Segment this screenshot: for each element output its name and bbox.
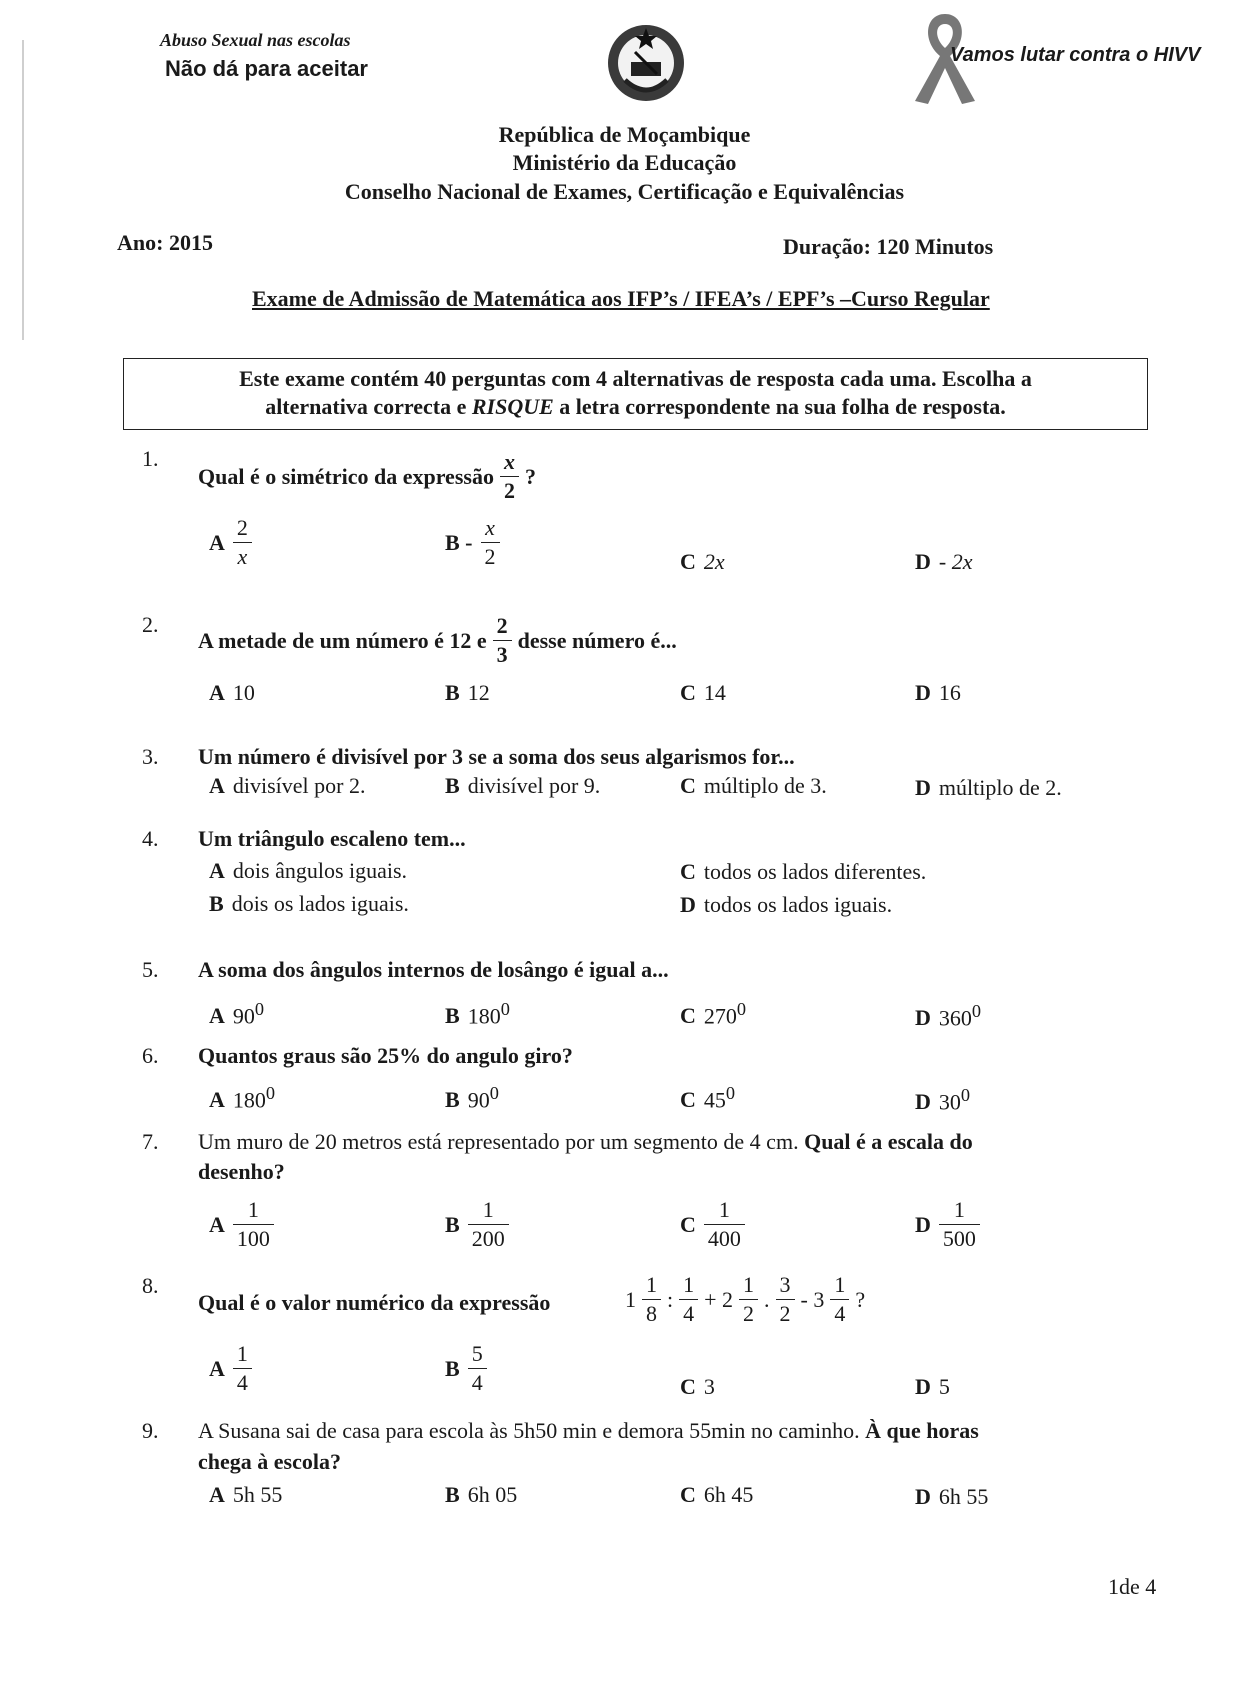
q8-option-b[interactable]: B $\frac{5}{4}$ <box>445 1342 487 1395</box>
q1-fraction: $\frac{x}{2}$ <box>500 450 519 503</box>
q5-question: A soma dos ângulos internos de losângo é igual a... <box>198 957 669 982</box>
q4-option-d[interactable]: D todos os lados iguais. <box>680 892 893 917</box>
q8-number: 8. <box>142 1273 159 1298</box>
exam-year: Ano: 2015 <box>117 230 213 255</box>
q4-option-c[interactable]: C todos os lados diferentes. <box>680 859 927 884</box>
instructions-line-2: alternativa correcta e RISQUE a letra correspondente na sua folha de resposta. <box>265 394 1006 419</box>
q8-option-c[interactable]: C 3 <box>680 1374 715 1399</box>
q7-option-b[interactable]: B $\frac{1}{200}$ <box>445 1198 509 1251</box>
q1-option-a[interactable]: A $\frac{2}{x}$ <box>209 516 252 569</box>
mozambique-emblem-icon <box>605 22 687 104</box>
q1-question: Qual é o simétrico da expressão $\frac{x}{2}$ ? <box>198 449 536 503</box>
q9-option-a[interactable]: A 5h 55 <box>209 1482 283 1507</box>
q8-option-d[interactable]: D 5 <box>915 1374 950 1399</box>
q2-option-d[interactable]: D 16 <box>915 680 961 705</box>
instructions-line-1: Este exame contém 40 perguntas com 4 alternativas de resposta cada uma. Escolha a <box>239 366 1032 391</box>
q9-number: 9. <box>142 1418 159 1443</box>
q4-option-b[interactable]: B dois os lados iguais. <box>209 891 409 916</box>
q6-option-b[interactable]: B $90^0$ <box>445 1083 499 1113</box>
q3-option-b[interactable]: B divisível por 9. <box>445 773 601 798</box>
q9-question-line-1: A Susana sai de casa para escola às 5h50 min e demora 55min no caminho. À que horas <box>198 1418 979 1443</box>
q8-question: Qual é o valor numérico da expressão <box>198 1290 551 1315</box>
ministry-heading: Ministério da Educação <box>512 150 737 175</box>
q7-option-a[interactable]: A $\frac{1}{100}$ <box>209 1198 274 1251</box>
q2-option-c[interactable]: C 14 <box>680 680 726 705</box>
hiv-slogan: Vamos lutar contra o HIVV <box>950 44 1201 66</box>
q7-option-d[interactable]: D $\frac{1}{500}$ <box>915 1198 980 1251</box>
slogan-line-1: Abuso Sexual nas escolas <box>160 30 351 50</box>
exam-title: Exame de Admissão de Matemática aos IFP’s / IFEA’s / EPF’s –Curso Regular <box>252 286 990 311</box>
slogan-line-2: Não dá para aceitar <box>165 56 368 81</box>
q2-option-b[interactable]: B 12 <box>445 680 490 705</box>
q3-option-c[interactable]: C múltiplo de 3. <box>680 773 827 798</box>
q7-question-line-1: Um muro de 20 metros está representado por um segmento de 4 cm. Qual é a escala do <box>198 1129 973 1154</box>
q1-option-b[interactable]: B - $\frac{x}{2}$ <box>445 516 500 569</box>
q3-option-a[interactable]: A divisível por 2. <box>209 773 366 798</box>
q9-option-c[interactable]: C 6h 45 <box>680 1482 754 1507</box>
q3-question: Um número é divisível por 3 se a soma dos seus algarismos for... <box>198 744 795 769</box>
q1-option-c[interactable]: C 2x <box>680 549 725 574</box>
q6-number: 6. <box>142 1043 159 1068</box>
q5-option-d[interactable]: D $360^0$ <box>915 1001 982 1031</box>
q4-question: Um triângulo escaleno tem... <box>198 826 466 851</box>
q6-option-a[interactable]: A $180^0$ <box>209 1083 276 1113</box>
q3-option-d[interactable]: D múltiplo de 2. <box>915 775 1062 800</box>
q2-option-a[interactable]: A 10 <box>209 680 255 705</box>
q7-question-line-2: desenho? <box>198 1159 285 1184</box>
exam-duration: Duração: 120 Minutos <box>783 234 994 259</box>
q6-option-c[interactable]: C $45^0$ <box>680 1083 736 1113</box>
q2-number: 2. <box>142 612 159 637</box>
q5-option-c[interactable]: C $270^0$ <box>680 999 747 1029</box>
q3-number: 3. <box>142 744 159 769</box>
q9-option-d[interactable]: D 6h 55 <box>915 1484 989 1509</box>
q8-expression: 1 $\frac{1}{8}$ : $\frac{1}{4}$ + 2 $\frac{1}{2}$ . $\frac{3}{2}$ - 3 $\frac{1}{4}$ ? <box>625 1272 866 1326</box>
q4-option-a[interactable]: A dois ângulos iguais. <box>209 858 408 883</box>
q5-option-b[interactable]: B $180^0$ <box>445 999 510 1029</box>
q9-option-b[interactable]: B 6h 05 <box>445 1482 518 1507</box>
country-heading: República de Moçambique <box>498 122 751 147</box>
q9-question-line-2: chega à escola? <box>198 1449 341 1474</box>
q1-number: 1. <box>142 446 159 471</box>
q7-number: 7. <box>142 1129 159 1154</box>
q2-question: A metade de um número é 12 e $\frac{2}{3}$ desse número é... <box>198 613 677 667</box>
q5-number: 5. <box>142 957 159 982</box>
q4-number: 4. <box>142 826 159 851</box>
q5-option-a[interactable]: A $90^0$ <box>209 999 265 1029</box>
q8-option-a[interactable]: A $\frac{1}{4}$ <box>209 1342 252 1395</box>
q6-option-d[interactable]: D $30^0$ <box>915 1085 971 1115</box>
q6-question: Quantos graus são 25% do angulo giro? <box>198 1043 573 1068</box>
instructions-box <box>123 358 1148 430</box>
council-heading: Conselho Nacional de Exames, Certificação e Equivalências <box>344 179 905 204</box>
q7-option-c[interactable]: C $\frac{1}{400}$ <box>680 1198 745 1251</box>
page-number: 1de 4 <box>1108 1574 1157 1599</box>
q1-option-d[interactable]: D - 2x <box>915 549 973 574</box>
